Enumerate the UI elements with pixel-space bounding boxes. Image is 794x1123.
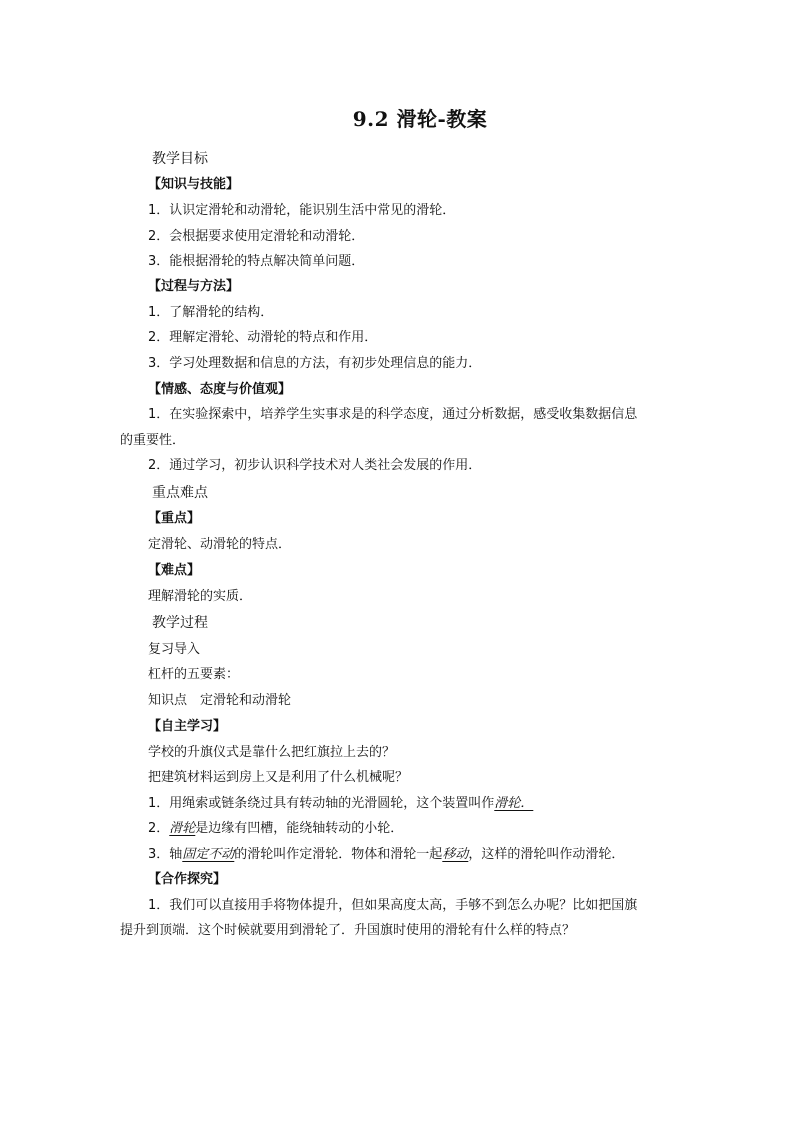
list-item: 1．在实验探索中，培养学生实事求是的科学态度，通过分析数据，感受收集数据信息 [148, 407, 638, 422]
list-item: 2．通过学习，初步认识科学技术对人类社会发展的作用． [148, 458, 482, 473]
list-item: 3．能根据滑轮的特点解决简单问题． [148, 254, 365, 269]
label-self-study: 【自主学习】 [148, 719, 227, 734]
list-item: 1．了解滑轮的结构． [148, 305, 274, 320]
item-text: 是边缘有凹槽，能绕轴转动的小轮． [195, 821, 404, 836]
handwritten-answer: 滑轮 [169, 821, 196, 836]
section-heading-goals: 教学目标 [152, 151, 208, 167]
handwritten-answer: 滑轮． [494, 796, 534, 811]
list-item: 2．理解定滑轮、动滑轮的特点和作用． [148, 330, 378, 345]
review-intro: 复习导入 [148, 642, 201, 657]
list-item [148, 820, 403, 838]
section-heading-key-points: 重点难点 [152, 485, 208, 501]
list-item: 1．认识定滑轮和动滑轮，能识别生活中常见的滑轮． [148, 203, 456, 218]
list-item: 2．会根据要求使用定滑轮和动滑轮． [148, 229, 365, 244]
knowledge-point: 知识点 定滑轮和动滑轮 [148, 693, 292, 708]
difficulty-text: 理解滑轮的实质． [148, 589, 253, 604]
item-text: 的滑轮叫作定滑轮．物体和滑轮一起 [234, 847, 443, 862]
lever-elements: 杠杆的五要素： [148, 667, 240, 682]
list-item-continuation: 提升到顶端．这个时候就要用到滑轮了．升国旗时使用的滑轮有什么样的特点？ [120, 923, 576, 938]
list-item: 3．学习处理数据和信息的方法，有初步处理信息的能力． [148, 356, 482, 371]
question: 把建筑材料运到房上又是利用了什么机械呢？ [148, 770, 409, 785]
label-process-method: 【过程与方法】 [148, 279, 240, 294]
section-heading-process: 教学过程 [152, 615, 208, 631]
question: 学校的升旗仪式是靠什么把红旗拉上去的？ [148, 745, 396, 760]
label-difficulty: 【难点】 [148, 563, 201, 578]
handwritten-answer: 移动 [442, 847, 469, 862]
page-title: 9.2 滑轮-教案 [352, 107, 488, 131]
label-cooperate: 【合作探究】 [148, 872, 227, 887]
item-text: 3．轴 [148, 847, 183, 862]
label-knowledge: 【知识与技能】 [148, 177, 240, 192]
label-focus: 【重点】 [148, 511, 201, 526]
list-item: 1．我们可以直接用手将物体提升，但如果高度太高，手够不到怎么办呢？比如把国旗 [148, 898, 638, 913]
list-item-continuation: 的重要性． [120, 433, 186, 448]
handwritten-answer: 固定不动 [182, 847, 235, 862]
item-text: 1．用绳索或链条绕过具有转动轴的光滑圆轮，这个装置叫作 [148, 796, 495, 811]
focus-text: 定滑轮、动滑轮的特点． [148, 537, 292, 552]
label-attitude: 【情感、态度与价值观】 [148, 382, 292, 397]
item-number: 2． [148, 821, 170, 836]
item-text: ，这样的滑轮叫作动滑轮． [468, 847, 625, 862]
list-item [148, 795, 533, 813]
list-item [148, 846, 624, 864]
